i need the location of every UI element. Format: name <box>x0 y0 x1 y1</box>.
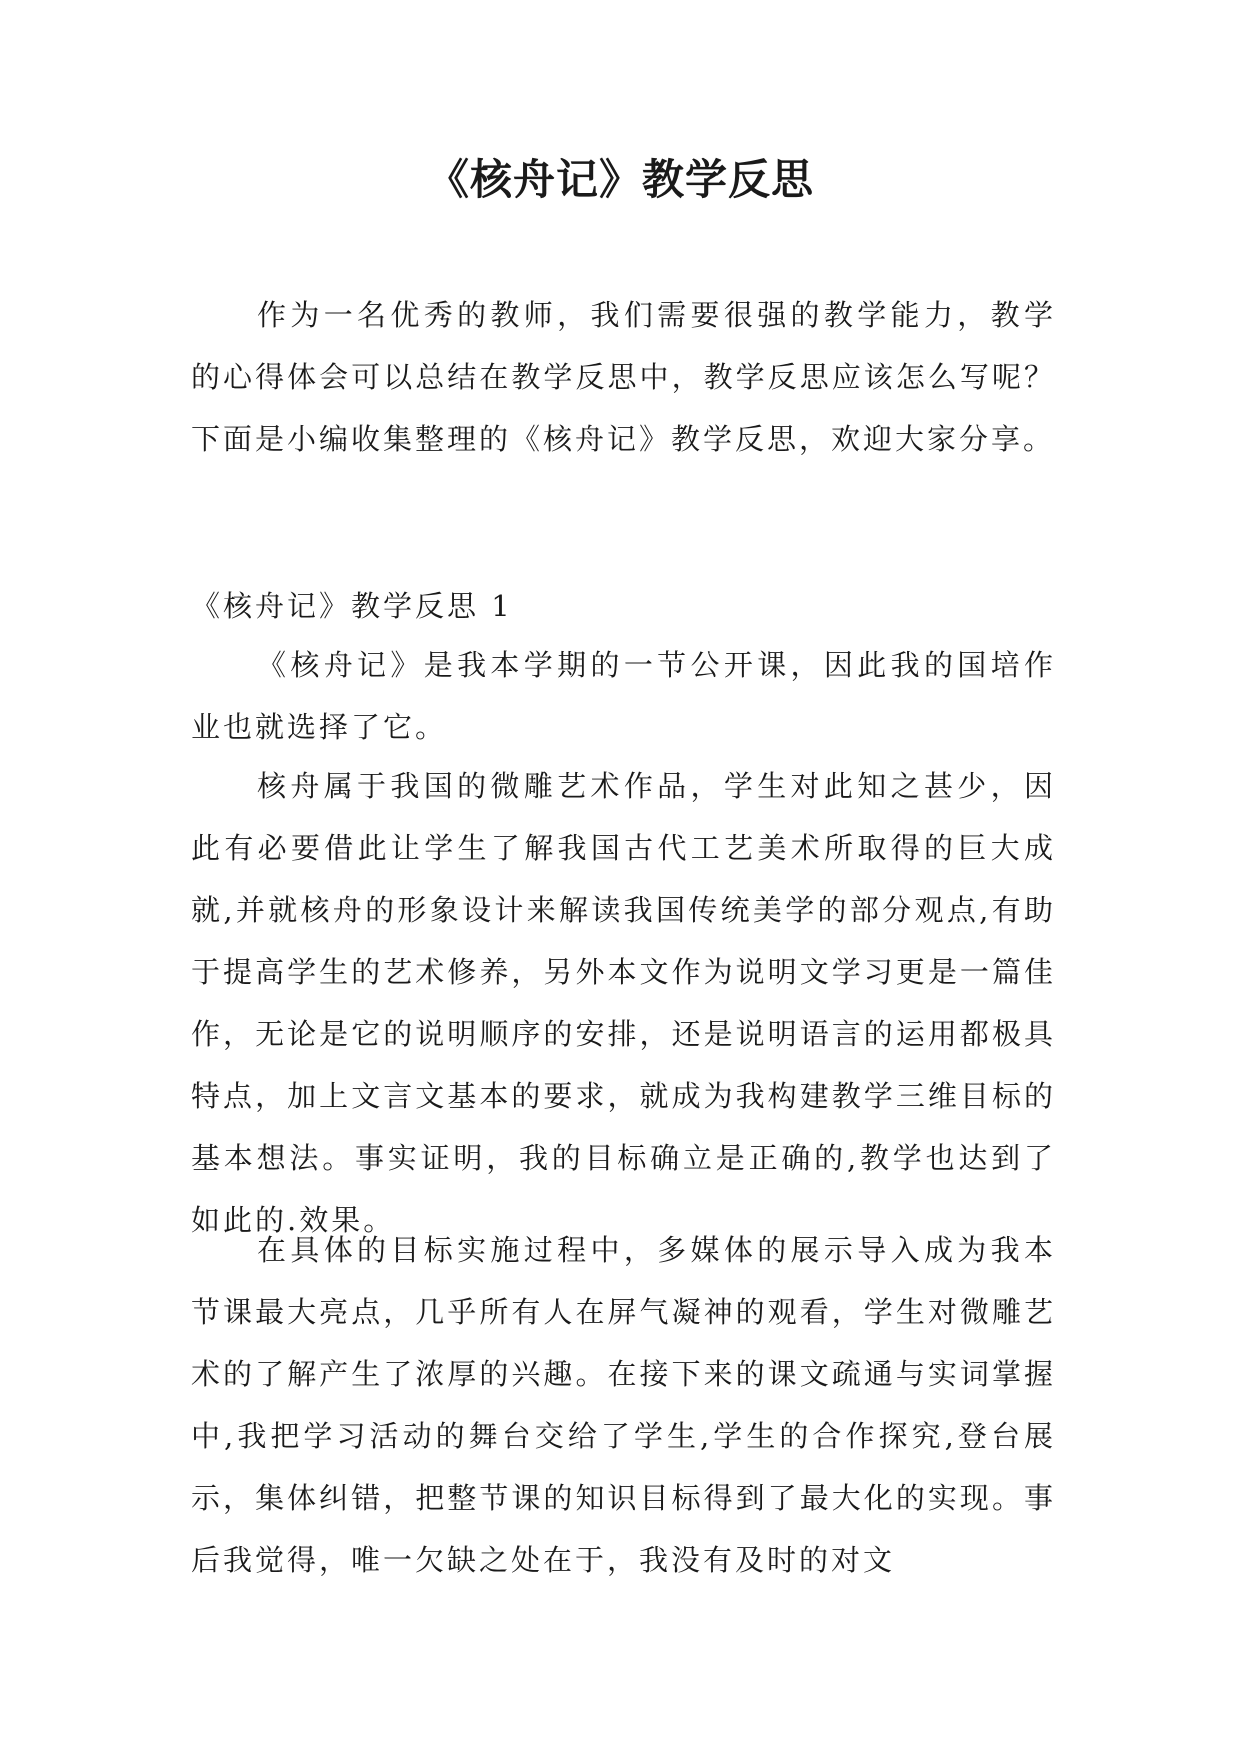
intro-paragraph: 作为一名优秀的教师，我们需要很强的教学能力，教学的心得体会可以总结在教学反思中，教学反思应该怎么写呢？下面是小编收集整理的《核舟记》教学反思，欢迎大家分享。 <box>191 298 1056 456</box>
body-paragraph-3: 在具体的目标实施过程中，多媒体的展示导入成为我本节课最大亮点，几乎所有人在屏气凝神的观看，学生对微雕艺术的了解产生了浓厚的兴趣。在接下来的课文疏通与实词掌握中,我把学习活动的舞台交给了学生,学生的合作探究,登台展示，集体纠错，把整节课的知识目标得到了最大化的实现。事后我觉得，唯一欠缺之处在于，我没有及时的对文 <box>191 1233 1056 1577</box>
body-paragraph-2: 核舟属于我国的微雕艺术作品，学生对此知之甚少，因此有必要借此让学生了解我国古代工艺美术所取得的巨大成就,并就核舟的形象设计来解读我国传统美学的部分观点,有助于提高学生的艺术修养，另外本文作为说明文学习更是一篇佳作，无论是它的说明顺序的安排，还是说明语言的运用都极具特点，加上文言文基本的要求，就成为我构建教学三维目标的基本想法。事实证明，我的目标确立是正确的,教学也达到了如此的.效果。 <box>191 769 1056 1237</box>
section-heading: 《核舟记》教学反思 1 <box>191 589 513 623</box>
body-paragraph-1: 《核舟记》是我本学期的一节公开课，因此我的国培作业也就选择了它。 <box>191 648 1056 744</box>
document-title: 《核舟记》教学反思 <box>426 155 814 204</box>
